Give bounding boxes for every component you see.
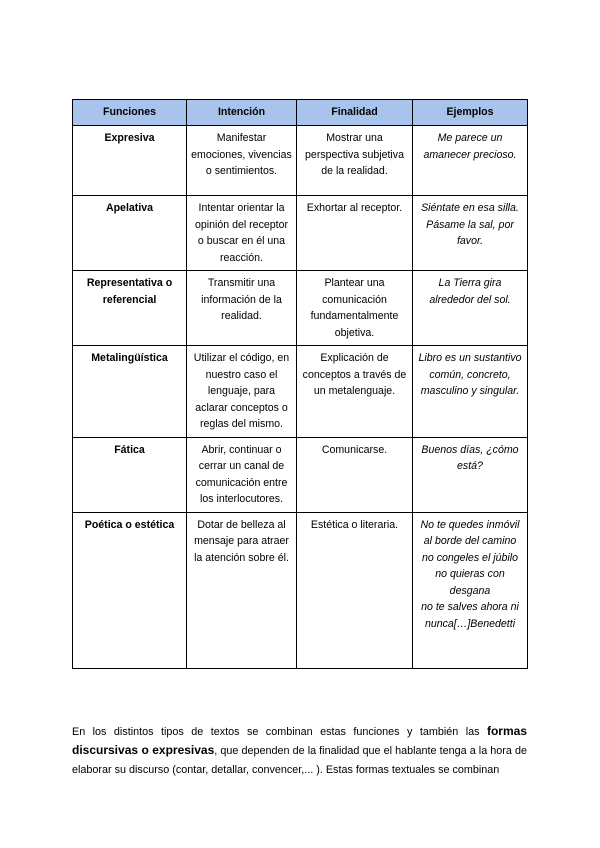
table-row	[73, 437, 528, 512]
cell-intencion: Utilizar el código, en nuestro caso el lenguaje, para aclarar conceptos o reglas del mismo.	[187, 346, 297, 438]
functions-table-container	[72, 99, 527, 669]
cell-funcion: Poética o estética	[73, 512, 187, 668]
example-line: La Tierra gira alrededor del sol.	[429, 277, 511, 306]
example-line: Me parece un amanecer precioso.	[423, 132, 517, 161]
cell-funcion: Expresiva	[73, 126, 187, 196]
header-intencion: Intención	[187, 100, 297, 126]
body-paragraph	[72, 722, 527, 780]
example-line: Pásame la sal, por favor.	[426, 218, 514, 247]
table-row	[73, 271, 528, 346]
header-funciones: Funciones	[73, 100, 187, 126]
functions-table	[72, 99, 528, 669]
cell-intencion: Dotar de belleza al mensaje para atraer la atención sobre él.	[187, 512, 297, 668]
cell-ejemplos	[413, 512, 528, 668]
cell-finalidad: Explicación de conceptos a través de un metalenguaje.	[297, 346, 413, 438]
example-line: no congeles el júbilo	[421, 551, 518, 564]
table-row	[73, 196, 528, 271]
table-row	[73, 512, 528, 668]
header-finalidad: Finalidad	[297, 100, 413, 126]
cell-ejemplos	[413, 346, 528, 438]
example-line: Libro es un sustantivo común, concreto, masculino y singular.	[418, 352, 522, 397]
cell-intencion: Abrir, continuar o cerrar un canal de comunicación entre los interlocutores.	[187, 437, 297, 512]
cell-finalidad: Mostrar una perspectiva subjetiva de la realidad.	[297, 126, 413, 196]
cell-finalidad: Comunicarse.	[297, 437, 413, 512]
example-line: Siéntate en esa silla.	[421, 202, 519, 214]
cell-ejemplos	[413, 196, 528, 271]
table-header-row	[73, 100, 528, 126]
cell-funcion: Apelativa	[73, 196, 187, 271]
cell-intencion: Intentar orientar la opinión del receptor o buscar en él una reacción.	[187, 196, 297, 271]
cell-ejemplos	[413, 437, 528, 512]
cell-finalidad: Estética o literaria.	[297, 512, 413, 668]
paragraph-bold-term: formas discursivas o expresivas	[72, 723, 527, 758]
example-line: Buenos días, ¿cómo está?	[421, 443, 519, 472]
example-line: No te quedes inmóvil	[420, 518, 520, 531]
table-row	[73, 346, 528, 438]
cell-funcion: Metalingüística	[73, 346, 187, 438]
cell-finalidad: Plantear una comunicación fundamentalmente objetiva.	[297, 271, 413, 346]
example-line: no te salves ahora ni	[421, 601, 519, 613]
example-line: nunca[…]Benedetti	[424, 617, 516, 630]
table-row	[73, 126, 528, 196]
cell-ejemplos	[413, 126, 528, 196]
cell-ejemplos	[413, 271, 528, 346]
cell-intencion: Manifestar emociones, vivencias o sentimientos.	[187, 126, 297, 196]
example-line: al borde del camino	[423, 535, 517, 547]
cell-intencion: Transmitir una información de la realidad.	[187, 271, 297, 346]
header-ejemplos: Ejemplos	[413, 100, 528, 126]
paragraph-text-before: En los distintos tipos de textos se combinan estas funciones y también las	[72, 725, 487, 738]
paragraph-text-after: , que dependen de la finalidad que el hablante tenga a la hora de elaborar su discurso (contar, detallar, convencer,... ). Estas formas textuales se combinan	[72, 745, 528, 776]
cell-funcion: Representativa o referencial	[73, 271, 187, 346]
cell-funcion: Fática	[73, 437, 187, 512]
cell-finalidad: Exhortar al receptor.	[297, 196, 413, 271]
example-line: no quieras con desgana	[435, 568, 505, 597]
